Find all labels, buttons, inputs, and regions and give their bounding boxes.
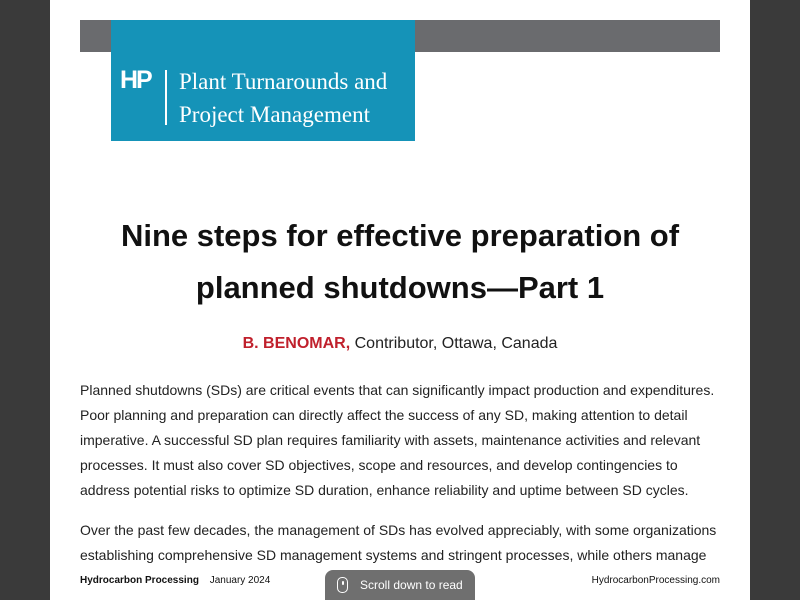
- hp-logo: HP: [120, 66, 151, 94]
- article-title-line-2: planned shutdowns—Part 1: [195, 270, 605, 305]
- section-title: [179, 65, 409, 131]
- footer-publication: Hydrocarbon Processing: [80, 575, 199, 586]
- byline: [50, 335, 750, 353]
- footer-website: HydrocarbonProcessing.com: [591, 575, 720, 586]
- document-page: [50, 0, 750, 600]
- scroll-down-button[interactable]: [325, 570, 475, 600]
- article-title: [70, 210, 730, 314]
- author-affiliation: Contributor, Ottawa, Canada: [354, 335, 558, 352]
- section-title-line-1: Plant Turnarounds and: [179, 69, 388, 94]
- author-name: B. BENOMAR,: [242, 335, 351, 352]
- paragraph: Over the past few decades, the management of SDs has evolved appreciably, with some organizations establishing comprehensive SD management systems and stringent processes, while others manage: [80, 522, 717, 563]
- scroll-down-label: Scroll down to read: [360, 578, 463, 592]
- paragraph: Planned shutdowns (SDs) are critical events that can significantly impact production and expenditures. Poor planning and preparation can directly affect the success of any SD, making attention to detail imperative. A successful SD plan requires familiarity with assets, maintenance activities and relevant processes. It must also cover SD objectives, scope and resources, and develop contingencies to address potential risks to optimize SD duration, enhance reliability and uptime between SD cycles.: [80, 382, 715, 498]
- article-body: [80, 378, 725, 583]
- section-title-line-2: Project Management: [179, 102, 370, 127]
- banner-divider: [165, 70, 167, 125]
- section-banner: [111, 20, 415, 141]
- mouse-icon: [337, 577, 348, 593]
- footer-date: January 2024: [209, 575, 271, 586]
- article-title-line-1: Nine steps for effective preparation of: [120, 218, 680, 253]
